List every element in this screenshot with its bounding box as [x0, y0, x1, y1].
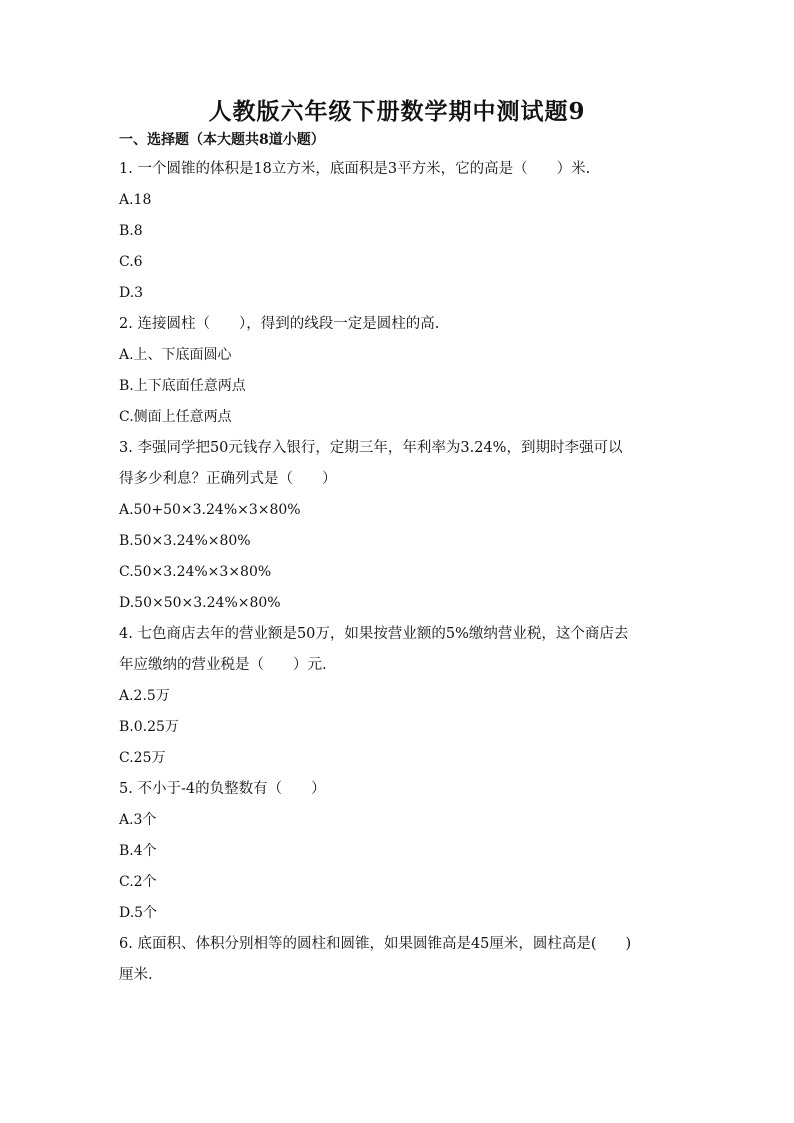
option-b: B.50×3.24%×80%	[119, 533, 251, 549]
option-a: A.2.5万	[119, 688, 170, 704]
option-a: A.18	[119, 192, 152, 208]
question-text-line-2: 厘米.	[119, 967, 153, 983]
option-b: B.0.25万	[119, 719, 179, 735]
question-text: 5. 不小于-4的负整数有（ ）	[119, 781, 326, 797]
question-text-line-1: 3. 李强同学把50元钱存入银行，定期三年，年利率为3.24%，到期时李强可以	[119, 440, 623, 456]
question-text-line-1: 6. 底面积、体积分别相等的圆柱和圆锥，如果圆锥高是45厘米，圆柱高是( )	[119, 936, 632, 952]
option-d: D.5个	[119, 905, 158, 921]
question-5	[119, 774, 679, 805]
option-a: A.50+50×3.24%×3×80%	[119, 502, 301, 518]
question-3	[119, 433, 679, 495]
option-c: C.6	[119, 254, 143, 270]
question-4	[119, 619, 679, 681]
option-c: C.侧面上任意两点	[119, 409, 232, 425]
option-c: C.2个	[119, 874, 157, 890]
page-title: 人教版六年级下册数学期中测试题9	[208, 98, 586, 125]
option-d: D.50×50×3.24%×80%	[119, 595, 281, 611]
question-2	[119, 309, 679, 340]
question-6	[119, 929, 679, 991]
option-b: B.4个	[119, 843, 157, 859]
question-text-line-2: 年应缴纳的营业税是（ ）元.	[119, 657, 327, 673]
question-text-line-1: 4. 七色商店去年的营业额是50万，如果按营业额的5%缴纳营业税，这个商店去	[119, 626, 629, 642]
option-c: C.50×3.24%×3×80%	[119, 564, 272, 580]
question-text: 1. 一个圆锥的体积是18立方米，底面积是3平方米，它的高是（ ）米.	[119, 161, 591, 177]
question-text-line-2: 得多少利息？正确列式是（ ）	[119, 471, 337, 487]
option-a: A.3个	[119, 812, 157, 828]
option-b: B.上下底面任意两点	[119, 378, 246, 394]
question-list	[119, 128, 679, 991]
option-c: C.25万	[119, 750, 166, 766]
option-d: D.3	[119, 285, 144, 301]
section-title: 一、选择题（本大题共8道小题）	[119, 132, 325, 148]
question-text: 2. 连接圆柱（ ），得到的线段一定是圆柱的高.	[119, 316, 440, 332]
option-a: A.上、下底面圆心	[119, 347, 232, 363]
question-1	[119, 154, 679, 185]
option-b: B.8	[119, 223, 143, 239]
